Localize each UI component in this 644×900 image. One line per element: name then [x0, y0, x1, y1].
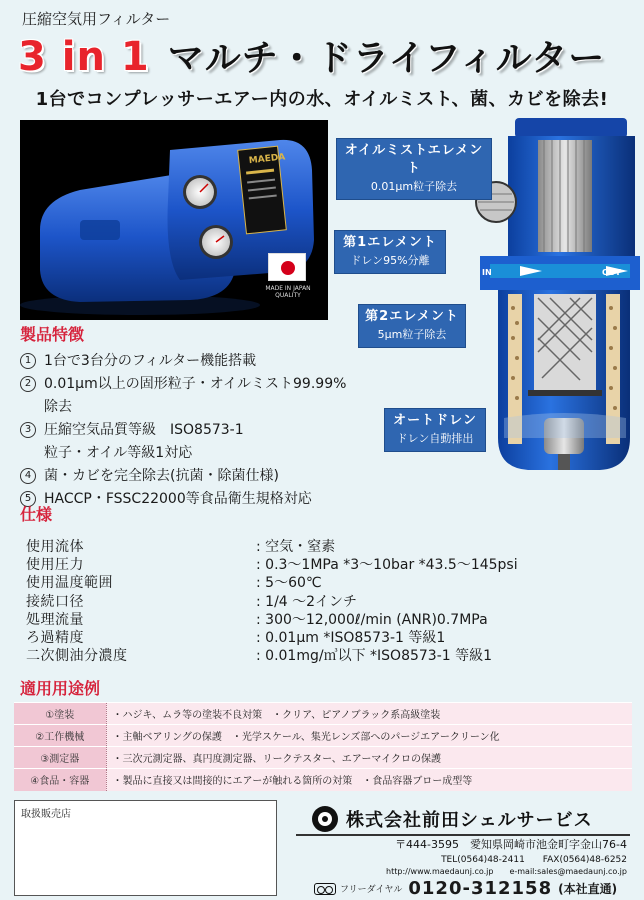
free-dial-number[interactable]: 0120-312158	[408, 878, 553, 899]
dealer-label: 取扱販売店	[21, 809, 71, 820]
free-dial-icon	[314, 883, 336, 895]
table-row: ④食品・容器 ・製品に直接又は間接的にエアーが触れる箇所の対策 ・食品容器ブロー成型等	[14, 769, 632, 791]
in-label: IN	[482, 268, 492, 277]
free-dial-note: (本社直通)	[558, 882, 618, 896]
company-phone-fax: TEL(0564)48-2411 FAX(0564)48-6252	[441, 855, 627, 865]
company-address: 〒444-3595 愛知県岡崎市池金町字金山76-4	[395, 838, 627, 851]
callout-first-element: 第1エレメント ドレン95%分離	[334, 230, 446, 274]
free-dial-label: フリーダイヤル	[340, 885, 403, 895]
applications-table	[14, 702, 632, 791]
table-row: ①塗装 ・ハジキ、ムラ等の塗装不良対策 ・クリア、ピアノブラック系高級塗装	[14, 703, 632, 725]
title-3in1: 3 in 1	[18, 34, 150, 80]
feature-item: 1 1台で3台分のフィルター機能搭載	[20, 350, 350, 373]
company-logo-icon	[312, 806, 338, 832]
divider	[296, 834, 630, 836]
applications-heading: 適用用途例	[20, 679, 101, 698]
company-name: 株式会社前田シェルサービス	[346, 810, 593, 831]
features-heading: 製品特徴	[20, 325, 85, 344]
feature-item-continued: 粒子・オイル等級1対応	[44, 445, 193, 461]
callout-auto-drain: オートドレン ドレン自動排出	[384, 408, 486, 452]
feature-item: 2 0.01μm以上の固形粒子・オイルミスト99.99%除去	[20, 373, 350, 419]
spec-row: 使用流体 : 空気・窒素	[26, 539, 336, 555]
cutaway-diagram	[330, 118, 640, 498]
brand-label: MAEDA	[248, 152, 286, 167]
dealer-box	[14, 800, 277, 896]
out-label: OUT	[602, 268, 621, 277]
spec-row: 使用圧力 : 0.3〜1MPa *3〜10bar *43.5〜145psi	[26, 557, 518, 574]
feature-item: 4 菌・カビを完全除去(抗菌・除菌仕様)	[20, 465, 350, 488]
specs-heading: 仕様	[20, 505, 53, 524]
feature-item: 3 圧縮空気品質等級 ISO8573-1	[20, 419, 350, 442]
company-info	[290, 800, 635, 898]
callout-second-element: 第2エレメント 5μm粒子除去	[358, 304, 466, 348]
table-row: ③測定器 ・三次元測定器、真円度測定器、リークテスター、エアーマイクロの保護	[14, 747, 632, 769]
tagline: 1台でコンプレッサーエアー内の水、オイルミスト、菌、カビを除去!	[35, 89, 609, 110]
spec-row: 使用温度範囲 : 5〜60℃	[26, 575, 322, 592]
spec-row: 接続口径 : 1/4 〜2インチ	[26, 593, 358, 610]
made-in-japan-mark: MADE IN JAPAN QUALITY	[265, 285, 311, 299]
spec-row: 二次側油分濃度 : 0.01mg/㎥以下 *ISO8573-1 等級1	[26, 648, 493, 665]
specs-list	[26, 538, 626, 665]
callout-oil-mist-element: オイルミストエレメント 0.01μm粒子除去	[336, 138, 492, 200]
japan-flag-icon	[268, 253, 306, 281]
features-list	[20, 350, 350, 511]
table-row: ②工作機械 ・主軸ベアリングの保護 ・光学スケール、集光レンズ部へのパージエアークリーン化	[14, 725, 632, 747]
spec-row: ろ過精度 : 0.01μm *ISO8573-1 等級1	[26, 630, 446, 647]
spec-row: 処理流量 : 300〜12,000ℓ/min (ANR)0.7MPa	[26, 611, 488, 628]
title-product-name: マルチ・ドライフィルター	[167, 38, 606, 79]
company-web-email[interactable]: http://www.maedaunj.co.jp e-mail:sales@maedaunj.co.jp	[386, 867, 627, 876]
feature-item: 5 HACCP・FSSC22000等食品衛生規格対応	[20, 488, 350, 511]
free-dial	[314, 878, 617, 899]
main-title	[18, 30, 606, 80]
subtitle: 圧縮空気用フィルター	[22, 10, 171, 28]
